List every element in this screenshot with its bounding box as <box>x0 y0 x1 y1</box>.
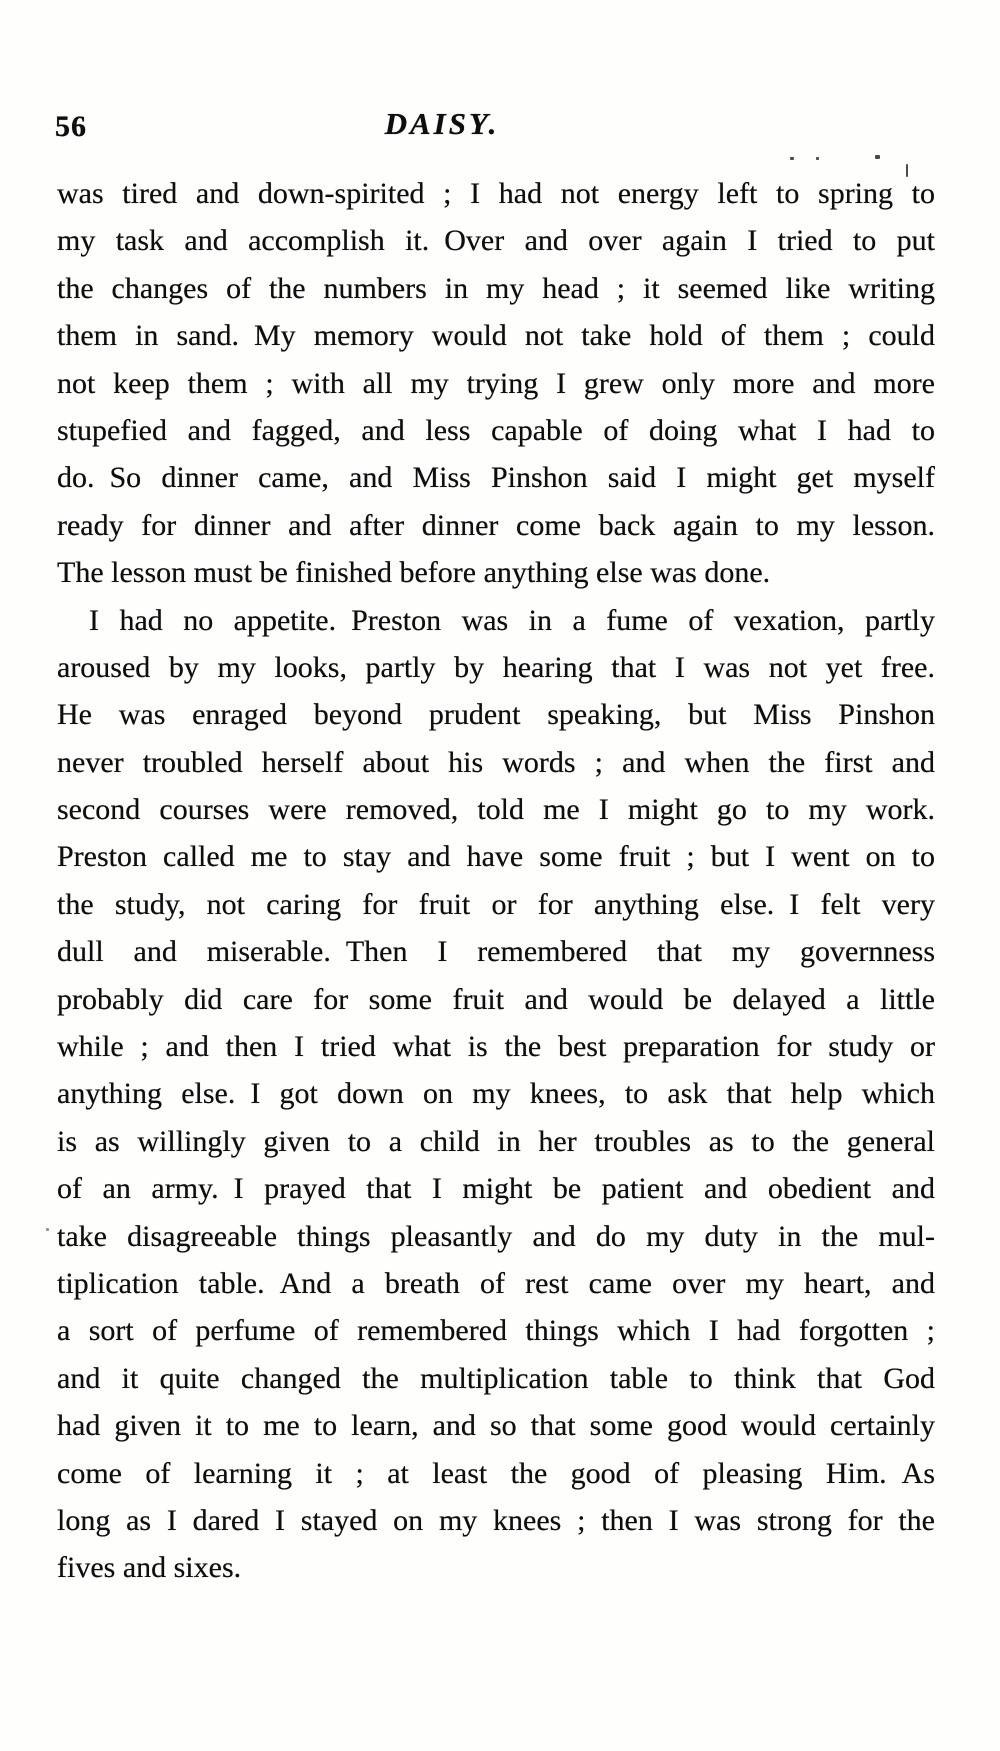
text-line: long as I dared I stayed on my knees ; then I was strong for the <box>57 1503 935 1537</box>
scan-speck <box>790 157 794 160</box>
text-line: is as willingly given to a child in her troubles as to the general <box>57 1124 935 1158</box>
page-number: 56 <box>55 110 87 143</box>
scan-speck <box>46 1228 49 1231</box>
page-header <box>0 106 1000 154</box>
paragraph <box>57 597 935 1592</box>
text-line: anything else. I got down on my knees, to ask that help which <box>57 1077 935 1111</box>
text-line: do. So dinner came, and Miss Pinshon said I might get myself <box>57 461 935 495</box>
text-line: a sort of perfume of remembered things which I had forgotten ; <box>57 1314 935 1348</box>
text-line: while ; and then I tried what is the best preparation for study or <box>57 1030 935 1064</box>
text-line: Preston called me to stay and have some fruit ; but I went on to <box>57 840 935 874</box>
scan-speck <box>816 157 819 160</box>
text-line: never troubled herself about his words ; and when the first and <box>57 745 935 779</box>
text-line: come of learning it ; at least the good of pleasing Him. As <box>57 1456 935 1490</box>
text-line: He was enraged beyond prudent speaking, but Miss Pinshon <box>57 698 935 732</box>
text-line: aroused by my looks, partly by hearing that I was not yet free. <box>57 650 935 684</box>
text-line: of an army. I prayed that I might be patient and obedient and <box>57 1172 935 1206</box>
text-line: had given it to me to learn, and so that some good would certainly <box>57 1409 935 1443</box>
text-line: my task and accomplish it. Over and over again I tried to put <box>57 224 935 258</box>
running-title: DAISY. <box>384 106 500 141</box>
scan-speck <box>875 155 880 159</box>
text-line: I had no appetite. Preston was in a fume of vexation, partly <box>89 603 935 637</box>
text-line: probably did care for some fruit and would be delayed a little <box>57 982 935 1016</box>
text-line: was tired and down-spirited ; I had not energy left to spring to <box>57 177 935 210</box>
body-text <box>57 170 935 1592</box>
text-line: and it quite changed the multiplication table to think that God <box>57 1361 935 1395</box>
text-line: The lesson must be finished before anything else was done. <box>57 556 771 590</box>
text-line: them in sand. My memory would not take hold of them ; could <box>57 319 935 353</box>
text-line: the study, not caring for fruit or for anything else. I felt very <box>57 887 935 921</box>
text-line: take disagreeable things pleasantly and do my duty in the mul- <box>57 1219 935 1253</box>
text-line: not keep them ; with all my trying I grew only more and more <box>57 366 935 400</box>
text-line: second courses were removed, told me I might go to my work. <box>57 793 935 827</box>
text-line: fives and sixes. <box>57 1551 242 1585</box>
text-line: the changes of the numbers in my head ; it seemed like writing <box>57 271 935 305</box>
text-line: ready for dinner and after dinner come back again to my lesson. <box>57 508 935 542</box>
text-line: tiplication table. And a breath of rest came over my heart, and <box>57 1266 935 1300</box>
text-line: stupefied and fagged, and less capable of doing what I had to <box>57 413 935 447</box>
text-line: dull and miserable. Then I remembered that my governness <box>57 935 935 969</box>
paragraph <box>57 170 935 597</box>
